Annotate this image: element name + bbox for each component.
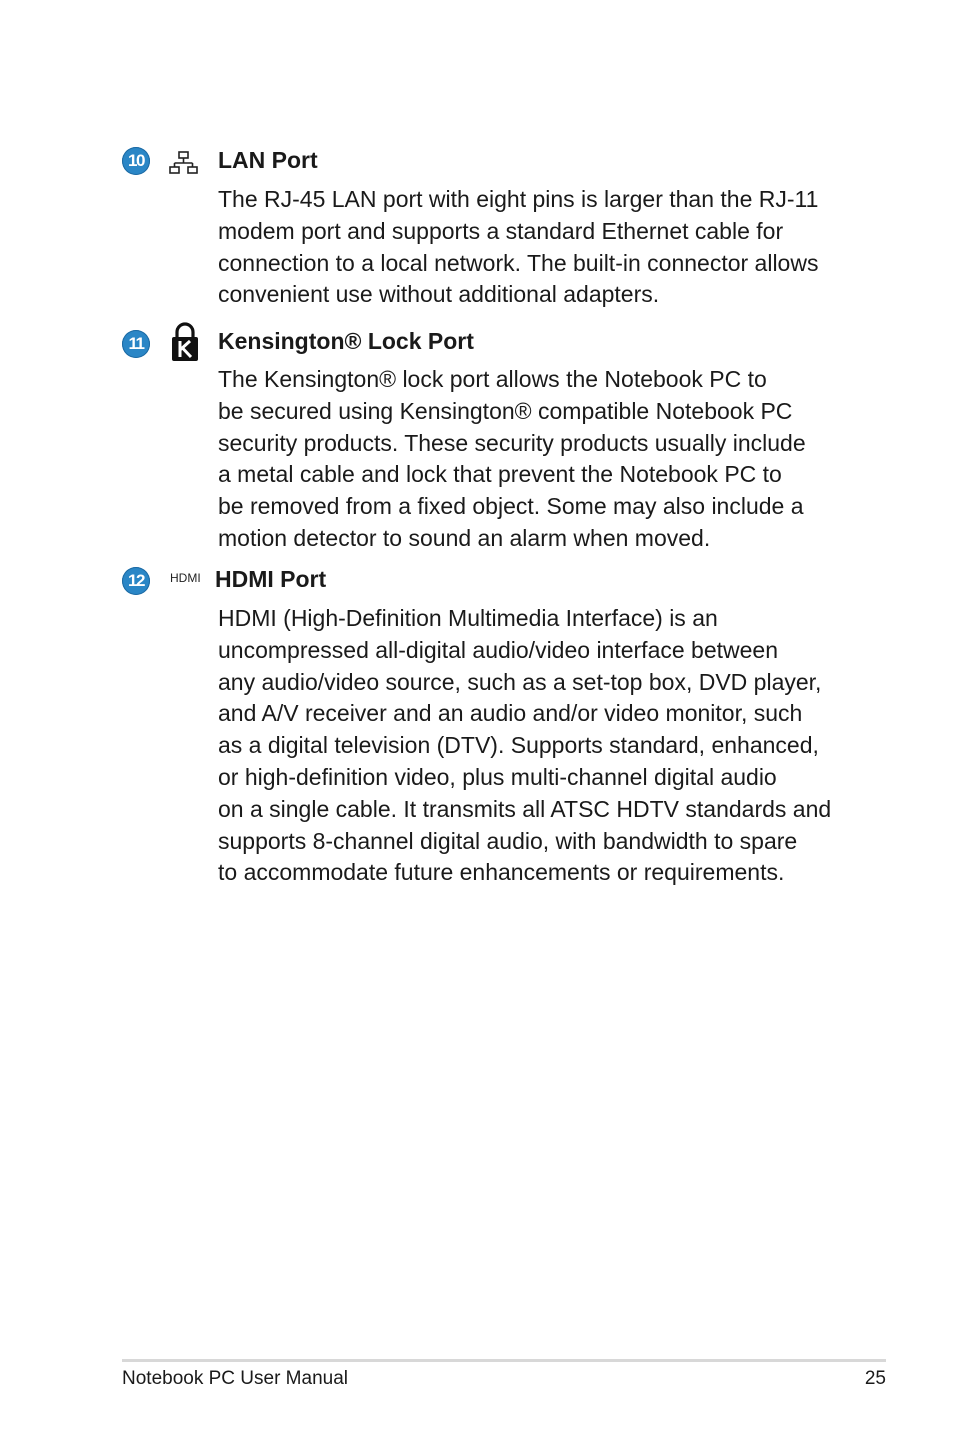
- description-line: uncompressed all-digital audio/video interface between: [218, 636, 779, 663]
- section-title: Kensington® Lock Port: [218, 328, 474, 354]
- item-number-badge: 12: [122, 567, 150, 595]
- kensington-lock-icon: [170, 322, 200, 367]
- footer-divider: [122, 1359, 886, 1362]
- hdmi-icon: HDMI: [170, 571, 201, 585]
- section-description: [218, 184, 858, 311]
- section-description: [218, 603, 858, 889]
- section-title: HDMI Port: [215, 566, 327, 592]
- footer-manual-title: Notebook PC User Manual: [122, 1368, 348, 1389]
- section-title: LAN Port: [218, 147, 318, 173]
- description-line: The RJ-45 LAN port with eight pins is larger than the RJ-11: [218, 186, 819, 212]
- description-line: or high-definition video, plus multi-channel digital audio: [218, 763, 777, 790]
- description-line: connection to a local network. The built-in connector allows: [218, 249, 819, 276]
- description-line: convenient use without additional adapters.: [218, 281, 660, 308]
- page-number: 25: [864, 1368, 886, 1389]
- lan-icon: [168, 150, 200, 181]
- description-line: modem port and supports a standard Ethernet cable for: [218, 217, 784, 244]
- description-line: on a single cable. It transmits all ATSC HDTV standards and: [218, 795, 832, 822]
- description-line: motion detector to sound an alarm when moved.: [218, 524, 711, 551]
- description-line: a metal cable and lock that prevent the Notebook PC to: [218, 461, 782, 488]
- description-line: any audio/video source, such as a set-top box, DVD player,: [218, 668, 822, 695]
- description-line: security products. These security products usually include: [218, 429, 806, 456]
- description-line: be secured using Kensington® compatible Notebook PC: [218, 397, 793, 424]
- item-number-badge: 10: [122, 147, 150, 175]
- description-line: The Kensington® lock port allows the Notebook PC to: [218, 366, 767, 392]
- description-line: to accommodate future enhancements or requirements.: [218, 859, 785, 886]
- description-line: supports 8-channel digital audio, with bandwidth to spare: [218, 827, 798, 854]
- section-description: [218, 364, 858, 555]
- item-number-badge: 11: [122, 330, 150, 358]
- description-line: as a digital television (DTV). Supports standard, enhanced,: [218, 732, 819, 759]
- description-line: HDMI (High-Definition Multimedia Interface) is an: [218, 605, 718, 631]
- description-line: be removed from a fixed object. Some may also include a: [218, 493, 804, 520]
- description-line: and A/V receiver and an audio and/or video monitor, such: [218, 700, 803, 727]
